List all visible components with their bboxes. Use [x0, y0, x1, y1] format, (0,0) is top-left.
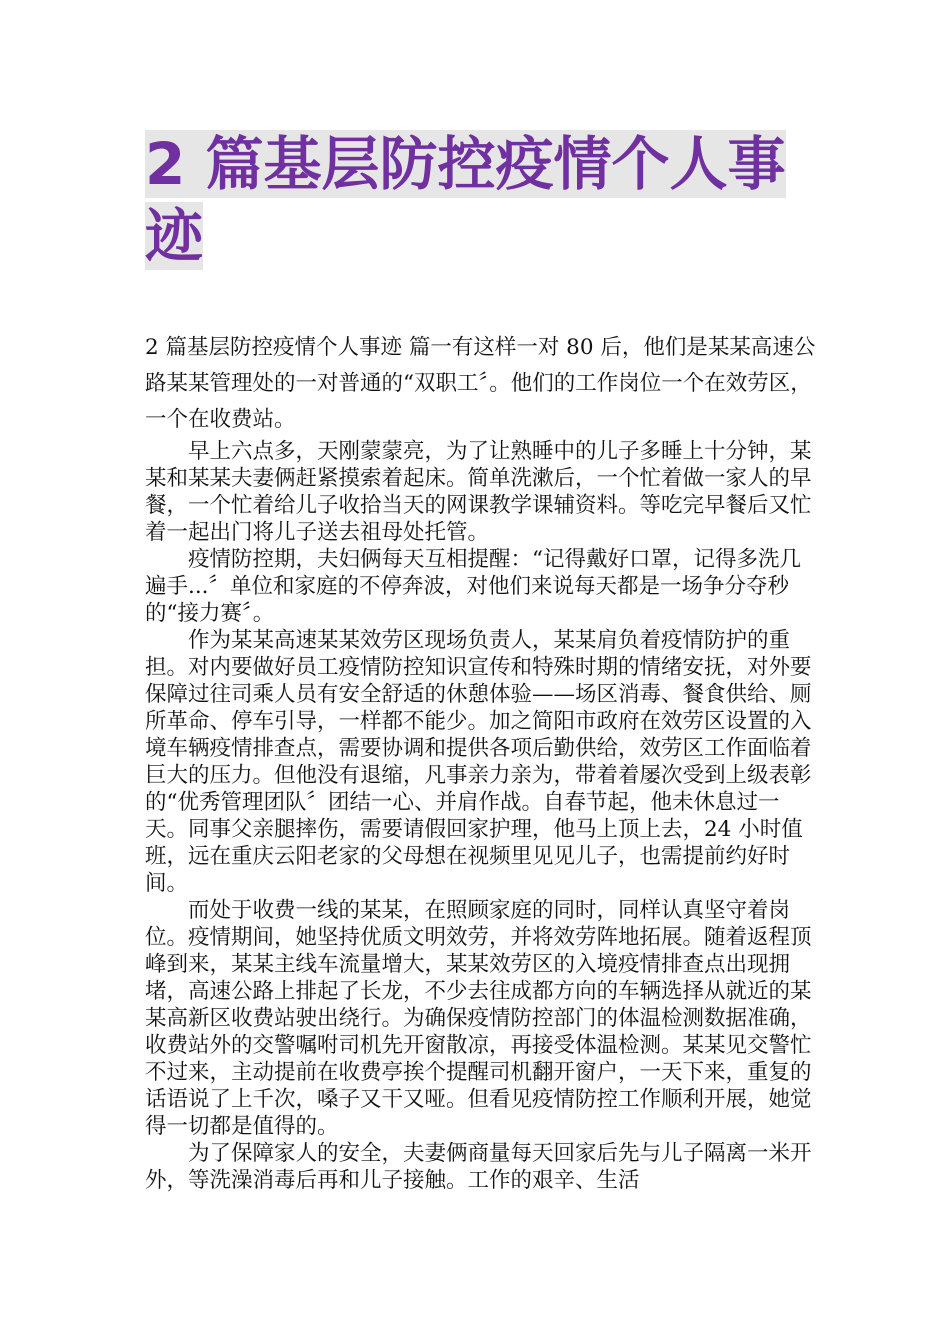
paragraph-6: 为了保障家人的安全，夫妻俩商量每天回家后先与儿子隔离一米开外，等洗澡消毒后再和儿子接触。工作的艰辛、生活: [145, 1141, 812, 1193]
paragraph-1: 2 篇基层防控疫情个人事迹 篇一有这样一对 80 后，他们是某某高速公路某某管理处的一对普通的“双职工〞。他们的工作岗位一个在效劳区，一个在收费站。: [145, 335, 816, 432]
paragraph-2: 早上六点多，天刚蒙蒙亮，为了让熟睡中的儿子多睡上十分钟，某某和某某夫妻俩赶紧摸索着起床。简单洗漱后，一个忙着做一家人的早餐，一个忙着给儿子收拾当天的网课教学课辅资料。等吃完早餐后又忙着一起出门将儿子送去祖母处托管。: [145, 439, 812, 545]
paragraph-3: 疫情防控期，夫妇俩每天互相提醒：“记得戴好口罩，记得多洗几遍手...〞单位和家庭的不停奔波，对他们来说每天都是一场争分夺秒的“接力赛〞。: [145, 547, 801, 626]
document-title-text: 2 篇基层防控疫情个人事迹: [145, 130, 786, 270]
paragraph-4: 作为某某高速某某效劳区现场负责人，某某肩负着疫情防护的重担。对内要做好员工疫情防控知识宣传和特殊时期的情绪安抚，对外要保障过往司乘人员有安全舒适的休憩体验——场区消毒、餐食供给、厕所革命、停车引导，一样都不能少。加之简阳市政府在效劳区设置的入境车辆疫情排查点，需要协调和提供各项后勤供给，效劳区工作面临着巨大的压力。但他没有退缩，凡事亲力亲为，带着着屡次受到上级表彰的“优秀管理团队〞团结一心、并肩作战。自春节起，他未休息过一天。同事父亲腿摔伤，需要请假回家护理，他马上顶上去，24 小时值班，远在重庆云阳老家的父母想在视频里见见儿子，也需提前约好时间。: [145, 628, 812, 896]
paragraph-5: 而处于收费一线的某某，在照顾家庭的同时，同样认真坚守着岗位。疫情期间，她坚持优质文明效劳，并将效劳阵地拓展。随着返程顶峰到来，某某主线车流量增大，某某效劳区的入境疫情排查点出现拥堵，高速公路上排起了长龙，不少去往成都方向的车辆选择从就近的某某高新区收费站驶出绕行。为确保疫情防控部门的体温检测数据准确，收费站外的交警嘱咐司机先开窗散凉，再接受体温检测。某某见交警忙不过来，主动提前在收费亭挨个提醒司机翻开窗户，一天下来，重复的话语说了上千次，嗓子又干又哑。但看见疫情防控工作顺利开展，她觉得一切都是值得的。: [145, 898, 812, 1139]
document-body: [145, 330, 817, 1194]
document-title: [145, 128, 815, 272]
